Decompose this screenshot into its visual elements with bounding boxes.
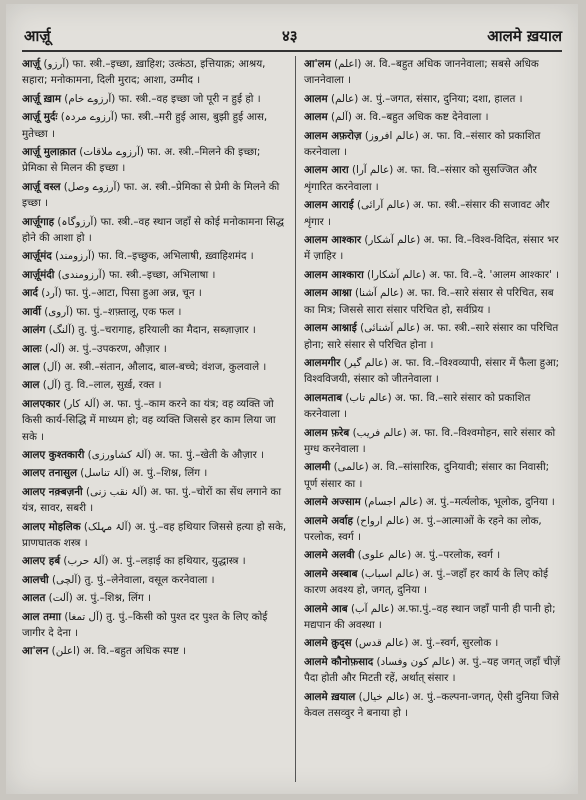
entry-headword: आलमगीर — [304, 356, 341, 369]
entry-definition: (آروی) फा. पुं.–शफ़्तालू, एक फल । — [44, 305, 182, 318]
entry-definition: (عالم اسباب) अ. पुं.–जहाँ हर कार्य के लिए कोई कारण अवश्य हो, जगत्, दुनिया । — [304, 567, 549, 597]
dictionary-entry — [304, 547, 562, 563]
entry-definition: (آلم) अ. वि.–बहुत अधिक कष्ट देनेवाला । — [330, 111, 489, 124]
entry-definition: (اعلن) अ. वि.–बहुत अधिक स्पष्ट । — [51, 645, 187, 658]
dictionary-entry — [304, 689, 562, 722]
entry-headword: आर्ज़ू मुलाक़ात — [22, 146, 76, 159]
dictionary-entry — [22, 179, 288, 212]
entry-headword: आलंग — [22, 324, 46, 337]
dictionary-entry — [22, 572, 288, 588]
entry-definition: (عالم کون وفساد) अ. पुं.–यह जगत् जहाँ चीज़ें पैदा होती और मिटती रहें, अर्थात् संसार । — [304, 655, 561, 685]
entry-definition: (عالم اجسام) अ. पुं.–मर्त्यलोक, भूलोक, दुनिया । — [364, 496, 555, 509]
dictionary-entry — [22, 465, 288, 481]
dictionary-entry — [304, 390, 562, 423]
entry-definition: (عالم آرائی) अ. फा. स्त्री.–संसार की सजावट और शृंगार । — [304, 199, 550, 228]
entry-definition: (آرزومند) फा. वि.–इच्छुक, अभिलाषी, ख़्वाहिशमंद । — [55, 250, 254, 263]
entry-definition: (عالم ارواح) अ. पुं.–आत्माओं के रहने का लोक, परलोक, स्वर्ग । — [304, 514, 542, 543]
entry-headword: आलमे अलवी — [304, 549, 355, 562]
entry-definition: (آلۂ نقب زنی) अ. फा. पुं.–चोरों का सेंध लगाने का यंत्र, सावर, सबरी । — [22, 485, 282, 515]
header-rule — [22, 50, 562, 52]
entry-definition: (عالم آشنا) अ. फा. वि.–सारे संसार से परिचित, सब का मित्र; जिससे सारा संसार परिचित हो, सर्वप्रिय । — [304, 287, 554, 316]
entry-definition: (اعلم) अ. वि.–बहुत अधिक जाननेवाला; सबसे अधिक जाननेवाला । — [304, 58, 539, 87]
entry-headword: आलए तनासुल — [22, 467, 77, 480]
entry-definition: (آلت) अ. पुं.–शिश्न, लिंग । — [48, 592, 151, 605]
entry-headword: आलए हर्ब — [22, 555, 61, 568]
dictionary-page — [6, 4, 578, 794]
entry-headword: आलम — [304, 111, 328, 124]
entry-headword: आर्ज़ू — [22, 58, 41, 70]
dictionary-entry — [304, 197, 562, 230]
entry-definition: (آرزوے وصل) फा. अ. स्त्री.–प्रेमिका से प्रेमी के मिलने की इच्छा । — [22, 180, 280, 210]
entry-headword: आलएकार — [22, 397, 60, 410]
entry-headword: आलए मोहलिक — [22, 520, 81, 533]
dictionary-entry — [22, 519, 288, 552]
entry-headword: आलमे अज्साम — [304, 496, 361, 509]
entry-headword: आलमे आब — [304, 602, 348, 615]
entry-definition: (آرزوگاہ) फा. स्त्री.–वह स्थान जहाँ से कोई मनोकामना सिद्ध होने की आशा हो । — [22, 215, 284, 245]
dictionary-entry — [22, 285, 288, 301]
dictionary-entry — [304, 601, 562, 634]
dictionary-entry — [22, 214, 288, 247]
entry-definition: (آرد) फा. पुं.–आटा, पिसा हुआ अन्न, चून । — [41, 287, 202, 300]
dictionary-entry — [22, 447, 288, 463]
dictionary-entry — [304, 320, 562, 353]
entry-definition: (آلۂ کار) अ. फा. पुं.–काम करने का यंत्र; वह व्यक्ति जो किसी कार्य-सिद्धि में माध्यम हो; वह व्यक्ति जिससे हर काम लिया जा सके । — [22, 397, 276, 443]
entry-headword: आलम अफ़रोज़ — [304, 129, 362, 142]
left-column — [22, 56, 288, 662]
dictionary-entry — [22, 590, 288, 606]
entry-definition: (آلۂ حرب) अ. पुं.–लड़ाई का हथियार, युद्धास्त्र । — [63, 555, 246, 568]
dictionary-entry — [22, 248, 288, 264]
entry-headword: आलमे अर्वाह — [304, 514, 353, 527]
entry-headword: आलए कुश्तकारी — [22, 448, 85, 461]
right-column — [304, 56, 562, 723]
entry-headword: आर्ज़ूगाह — [22, 215, 55, 228]
entry-definition: (آل تمغا) तु. पुं.–किसी को पुश्त दर पुश्त के लिए कोई जागीर दे देना । — [22, 610, 268, 639]
entry-definition: (عالم افروز) अ. फा. वि.–संसार को प्रकाशित करनेवाला । — [304, 129, 541, 159]
entry-definition: (آرزو) फा. स्त्री.–इच्छा, ख़ाहिश; उत्कंठा, इत्तियाक़; आश्रय, सहारा; मनोकामना, दिली मुराद; आशा, उम्मीद । — [22, 58, 266, 87]
entry-headword: आलमी — [304, 461, 331, 474]
page-number: ४३ — [282, 27, 298, 45]
entry-definition: (عالم آشکار) अ. फा. वि.–विश्व-विदित, संसार भर में ज़ाहिर । — [304, 234, 559, 263]
dictionary-entry — [304, 513, 562, 546]
entry-definition: (آلنگ) तु. पुं.–चरागाह, हरियाली का मैदान, सब्ज़ाज़ार । — [48, 324, 256, 337]
entry-definition: (آرزومندی) फा. स्त्री.–इच्छा, अभिलाषा । — [57, 268, 216, 281]
dictionary-entry — [304, 56, 562, 89]
dictionary-entry — [304, 459, 562, 492]
page-header — [6, 4, 578, 44]
dictionary-entry — [304, 91, 562, 107]
entry-headword: आल — [22, 360, 40, 373]
dictionary-entry — [304, 635, 562, 651]
entry-definition: (عالم خیال) अ. पुं.–कल्पना-जगत्, ऐसी दुनिया जिसे केवल तसव्वुर ने बनाया हो । — [304, 690, 559, 720]
entry-headword: आलम फ़रेब — [304, 426, 350, 439]
dictionary-entry — [22, 396, 288, 445]
entry-headword: आलमताब — [304, 391, 343, 404]
header-left-guide-word: आर्ज़ू — [24, 27, 51, 45]
entry-definition: (عالم علوی) अ. पुं.–परलोक, स्वर्ग । — [357, 549, 501, 562]
entry-headword: आलम आश्ना — [304, 287, 352, 300]
entry-headword: आलची — [22, 573, 49, 586]
entry-headword: आलम आराई — [304, 199, 354, 212]
entry-headword: आल — [22, 379, 40, 392]
entry-definition: (عالم فریب) अ. फा. वि.–विश्वमोहन, सारे संसार को मुग्ध करनेवाला । — [304, 426, 556, 455]
entry-definition: (آلہ) अ. पुं.–उपकरण, औज़ार । — [44, 342, 167, 355]
dictionary-entry — [304, 654, 562, 687]
entry-definition: (عالم آشنائی) अ. फा. स्त्री.–सारे संसार का परिचित होना; सारे संसार से परिचित होना । — [304, 322, 559, 351]
dictionary-entry — [22, 304, 288, 320]
entry-headword: आलम आश्नाई — [304, 322, 357, 335]
dictionary-entry — [22, 267, 288, 283]
entry-headword: आलमे अस्बाब — [304, 567, 358, 580]
dictionary-entry — [22, 609, 288, 642]
dictionary-entry — [304, 425, 562, 458]
entry-headword: आ'लम — [304, 58, 331, 70]
entry-headword: आर्ज़ू वस्ल — [22, 180, 61, 193]
dictionary-entry — [22, 322, 288, 338]
dictionary-entry — [22, 553, 288, 569]
entry-definition: (آرزوے مردہ) फा. स्त्री.–मरी हुई आस, बुझी हुई आस, मुतेच्छा । — [22, 111, 268, 140]
entry-definition: (عالم آشکارا) अ. फा. वि.–दे. 'आलम आश्कार' । — [367, 268, 560, 281]
entry-definition: (آلۂ مہلک) अ. पुं.–वह हथियार जिससे हत्या हो सके, प्राणघातक शस्त्र । — [22, 520, 287, 549]
entry-headword: आ'लन — [22, 645, 49, 658]
entry-definition: (عالم قدس) अ. पुं.–स्वर्ग, सुरलोक । — [354, 637, 499, 650]
dictionary-entry — [304, 494, 562, 510]
entry-headword: आलत — [22, 592, 46, 605]
entry-headword: आलए नक़्बज़नी — [22, 485, 83, 498]
dictionary-entry — [304, 128, 562, 161]
dictionary-entry — [22, 377, 288, 393]
dictionary-entry — [22, 484, 288, 517]
entry-headword: आर्ज़ू ख़ाम — [22, 92, 61, 105]
entry-definition: (آل) अ. स्त्री.–संतान, औलाद, बाल-बच्चे; वंशज, कुलवाले । — [42, 360, 267, 373]
entry-headword: आलः — [22, 342, 42, 355]
entry-headword: आर्ज़ू मुर्दः — [22, 111, 58, 124]
entry-definition: (عالم آب) अ.फा.पुं.–वह स्थान जहाँ पानी ही पानी हो; मद्यपान की अवस्था । — [304, 602, 556, 631]
entry-headword: आर्ज़ूमंद — [22, 250, 52, 263]
dictionary-entry — [22, 109, 288, 142]
header-right-guide-word: आलमे ख़याल — [487, 27, 562, 45]
entry-definition: (عالمی) अ. वि.–सांसारिक, दुनियावी; संसार का निवासी; पूर्ण संसार का । — [304, 461, 550, 490]
entry-headword: आर्द — [22, 287, 38, 300]
dictionary-entry — [22, 359, 288, 375]
entry-definition: (آلۂ تناسل) अ. पुं.–शिश्न, लिंग । — [80, 467, 208, 480]
dictionary-entry — [304, 285, 562, 318]
entry-headword: आलमे कौनोफ़साद — [304, 655, 374, 668]
entry-definition: (آل) तु. वि.–लाल, सुर्ख़, रक्त । — [42, 379, 162, 392]
dictionary-entry — [304, 355, 562, 388]
entry-headword: आलम आश्कार — [304, 234, 362, 247]
column-divider — [295, 56, 296, 782]
dictionary-entry — [304, 232, 562, 265]
dictionary-entry — [22, 341, 288, 357]
dictionary-entry — [304, 566, 562, 599]
entry-definition: (آرزوے ملاقات) फा. अ. स्त्री.–मिलने की इच्छा; प्रेमिका से मिलन की इच्छा । — [22, 146, 261, 175]
dictionary-entry — [22, 91, 288, 107]
entry-definition: (عالم آرا) अ. फा. वि.–संसार को सुसज्जित और शृंगारित करनेवाला । — [304, 164, 537, 193]
dictionary-entry — [304, 162, 562, 195]
entry-headword: आलम आश्कारा — [304, 268, 364, 281]
entry-headword: आल तम्ग़ा — [22, 610, 62, 623]
dictionary-entry — [304, 267, 562, 283]
entry-definition: (عالم) अ. पुं.–जगत, संसार, दुनिया; दशा, हालत । — [330, 92, 523, 105]
entry-headword: आलम आरा — [304, 164, 349, 177]
entry-definition: (آلۂ کشاورزی) अ. फा. पुं.–खेती के औज़ार । — [87, 448, 264, 461]
entry-headword: आलमे ख़याल — [304, 690, 356, 703]
entry-headword: आलम — [304, 92, 328, 105]
dictionary-entry — [304, 109, 562, 125]
dictionary-entry — [22, 56, 288, 89]
entry-definition: (آلچی) तु. पुं.–लेनेवाला, वसूल करनेवाला । — [52, 573, 215, 586]
entry-headword: आर्ज़ूमंदी — [22, 268, 55, 281]
dictionary-entry — [22, 144, 288, 177]
entry-definition: (عالم گیر) अ. फा. वि.–विश्वव्यापी, संसार में फैला हुआ; विश्वविजयी, संसार को जीतनेवाला । — [304, 356, 560, 386]
entry-definition: (عالم تاب) अ. फा. वि.–सारे संसार को प्रकाशित करनेवाला । — [304, 391, 531, 421]
dictionary-entry — [22, 643, 288, 659]
entry-definition: (آرزوے خام) फा. स्त्री.–वह इच्छा जो पूरी न हुई हो । — [64, 92, 261, 105]
entry-headword: आर्वी — [22, 305, 41, 318]
entry-headword: आलमे क़ुद्स — [304, 637, 352, 650]
